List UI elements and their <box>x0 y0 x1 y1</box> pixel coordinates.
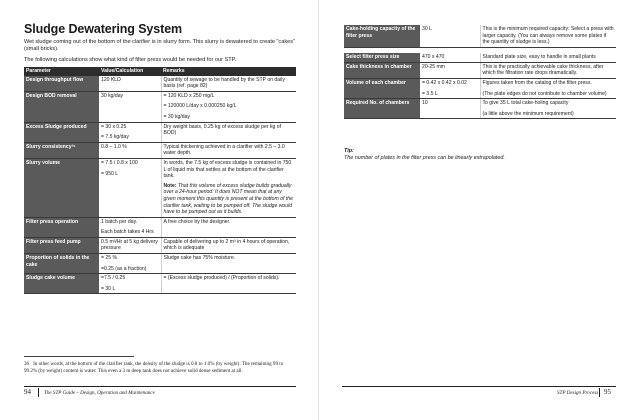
value-cell: 20-25 mm <box>420 62 480 78</box>
table-row <box>24 76 296 92</box>
footer-divider <box>599 388 600 397</box>
table-row <box>344 25 616 47</box>
value-cell: = 30 x 0.25 = 7.5 kg/day <box>99 122 161 142</box>
value-cell: 30 L <box>420 25 480 47</box>
table-row <box>24 158 296 217</box>
footer-rule <box>24 386 296 387</box>
remarks-cell: Figures taken from the catalog of the filter press. (The plate edges do not contribute to chamber volume) <box>480 79 616 99</box>
footnote-rule <box>24 356 134 357</box>
remarks-cell: Quantity of sewage to be handled by the STP on daily basis (ref. page 82) <box>161 76 296 92</box>
remarks-cell: This is the minimum required capacity: Select a press with larger capacity. (You can always remove some plates if the quantity of sludge is less.) <box>480 25 616 47</box>
param-cell: Design throughput flow <box>24 76 99 92</box>
param-cell: Cake thickness in chamber <box>344 62 420 78</box>
note-label: Note: <box>163 182 177 189</box>
intro-paragraph: Wet sludge coming out of the bottom of the clarifier is in slurry form. This slurry is dewatered to create “cakes” (small bricks). <box>24 39 295 53</box>
value-cell: 1 batch per day. Each batch takes 4 Hrs <box>99 217 161 237</box>
remarks-cell: To give 35 L total cake-holing capacity (a little above the minimum requirement) <box>480 99 616 119</box>
param-cell: Sludge cake volume <box>24 274 99 294</box>
param-cell: Design BOD removal <box>24 91 99 122</box>
table-row <box>24 237 296 253</box>
calculation-table <box>24 67 296 294</box>
table-row <box>24 91 296 122</box>
footnote-number: 36 <box>24 361 30 367</box>
table-row <box>344 62 616 78</box>
value-cell: 30 kg/day <box>99 91 161 122</box>
param-cell: Required No. of chambers <box>344 99 420 119</box>
page-number: 95 <box>604 388 611 396</box>
footnote <box>24 361 296 375</box>
value-cell: 0.8 – 1.0 % <box>99 142 161 158</box>
param-cell: Select filter press size <box>344 53 420 62</box>
remarks-cell: Sludge cake has 75% moisture. <box>161 254 296 274</box>
param-cell: Filter press operation <box>24 217 99 237</box>
page-number: 94 <box>24 388 31 396</box>
value-cell: 470 x 470 <box>420 53 480 62</box>
table-row <box>24 122 296 142</box>
column-header-remarks: Remarks <box>161 67 296 76</box>
intro-paragraph-2: The following calculations show what kind of filter press would be needed for our STP. <box>24 57 237 63</box>
remarks-cell: Typical thickening achieved in a clarifier with 2.5 – 3.0 water depth. <box>161 142 296 158</box>
table-row <box>344 53 616 62</box>
param-cell: Cake-holding capacity of the filter press <box>344 25 420 47</box>
remarks-cell: = 120 KLD x 250 mg/L = 120000 L/day x 0.000250 kg/L = 30 kg/day <box>161 91 296 122</box>
param-cell: Filter press feed pump <box>24 237 99 253</box>
table-row <box>344 79 616 99</box>
value-cell: 10 <box>420 99 480 119</box>
remarks-cell: Dry weight basis, 0.25 kg of excess sludge per kg of BOD) <box>161 122 296 142</box>
param-cell: Volume of each chamber <box>344 79 420 99</box>
footnote-text: In other words, at the bottom of the clarifier tank, the density of the sludge is 0.8 to 1.0% (by weight). The remaining 99 to 99.2% (by weight) content is water. This even a 3 m deep tank does not achieve solid dense sediment at all. <box>24 361 284 374</box>
filter-press-table <box>344 25 616 119</box>
value-cell: 120 KLD <box>99 76 161 92</box>
tip-label: Tip: <box>344 148 354 154</box>
param-cell: Proportion of solids in the cake <box>24 254 99 274</box>
footer-divider <box>38 388 39 397</box>
value-cell: =7.5 / 0.25 = 30 L <box>99 274 161 294</box>
remarks-cell: A free choice by the designer. <box>161 217 296 237</box>
running-footer: The STP Guide – Design, Operation and Maintenance <box>44 390 155 396</box>
param-cell: Slurry consistency³⁶ <box>24 142 99 158</box>
value-cell: 0.5 m³/Hr at 5 kg delivery pressure <box>99 237 161 253</box>
note-block <box>164 183 295 216</box>
remarks-cell: In words, the 7.5 kg of excess sludge is contained in 750 L of liquid mix that settles at the bottom of the clarifier tank. Note: That this volume of excess sludge builds gradually over a 24-hour period: It does NOT mean that at any given moment this quantity is present at the bottom of the clarifier tank, waiting to be pumped off. The sludge would have to be pumped out as it builds. <box>161 158 296 217</box>
remarks-cell: = (Excess sludge produced) / (Proportion of solids). <box>161 274 296 294</box>
table-row <box>24 142 296 158</box>
table-row <box>344 99 616 119</box>
page-title: Sludge Dewatering System <box>24 22 183 36</box>
note-text: That this volume of excess sludge builds gradually over a 24-hour period: It does NOT mean that at any given moment this quantity is present at the bottom of the clarifier tank, waiting to be pumped off. The sludge would have to be pumped out as it builds. <box>163 182 293 216</box>
table-row <box>24 217 296 237</box>
footer-rule <box>342 386 616 387</box>
param-cell: Excess Sludge produced <box>24 122 99 142</box>
tip-text: The number of plates in the filter press can be linearly extrapolated. <box>344 155 505 161</box>
value-cell: = 7.5 / 0.8 x 100 = 950 L <box>99 158 161 217</box>
value-cell: = 25 % =0.25 (as a fraction) <box>99 254 161 274</box>
column-header-parameter: Parameter <box>24 67 99 76</box>
table-row <box>24 254 296 274</box>
value-cell: = 0.42 x 0.42 x 0.02 = 3.5 L <box>420 79 480 99</box>
running-footer: STP Design Process <box>557 390 599 396</box>
remarks-cell: Capable of delivering up to 2 m³ in 4 hours of operation, which is adequate <box>161 237 296 253</box>
param-cell: Slurry volume <box>24 158 99 217</box>
column-header-value: Value/Calculation <box>99 67 161 76</box>
table-row <box>24 274 296 294</box>
remarks-cell: Standard plate size, easy to handle in small plants <box>480 53 616 62</box>
remarks-cell: This is the practically achievable cake thickness, after which the filtration rate drops dramatically. <box>480 62 616 78</box>
